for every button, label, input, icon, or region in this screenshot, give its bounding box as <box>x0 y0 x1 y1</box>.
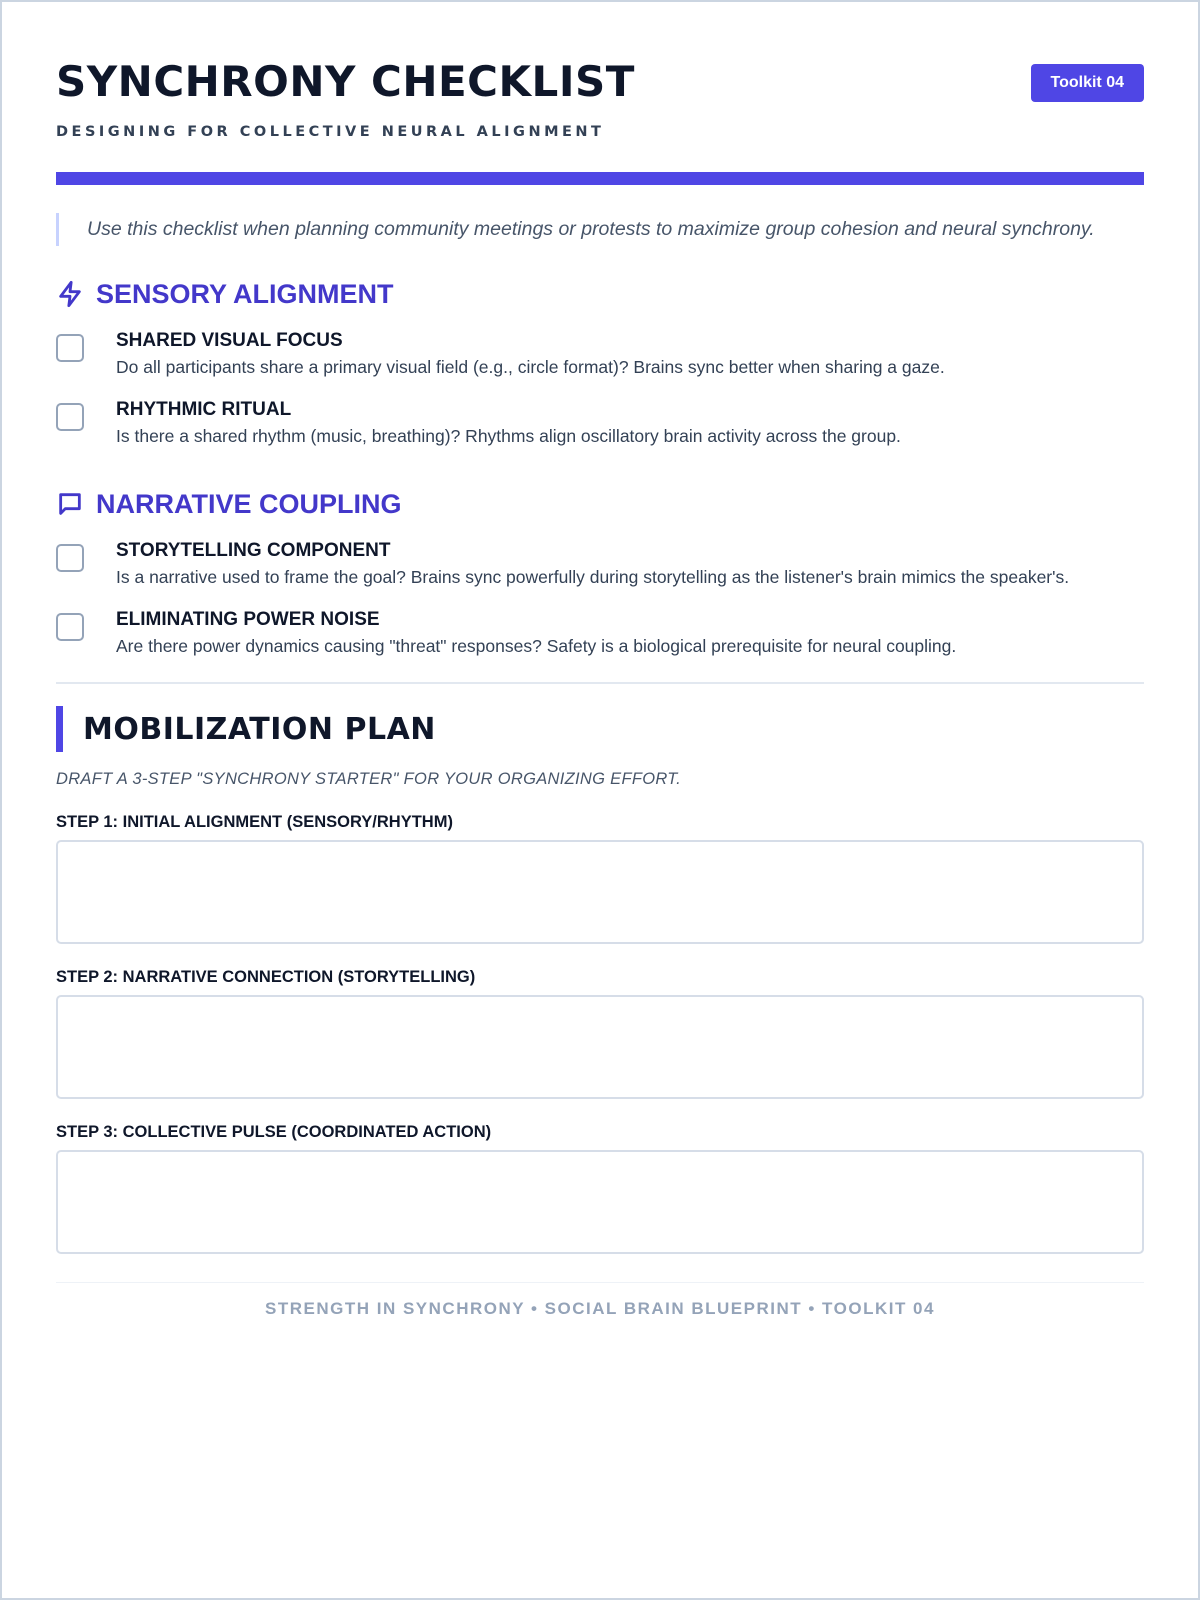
checkbox[interactable] <box>56 544 84 572</box>
checkbox[interactable] <box>56 403 84 431</box>
item-title: STORYTELLING COMPONENT <box>116 540 391 561</box>
footer-text: STRENGTH IN SYNCHRONY • SOCIAL BRAIN BLUEPRINT • TOOLKIT 04 <box>265 1299 935 1318</box>
section-title: SENSORY ALIGNMENT <box>96 278 394 309</box>
mobilization-instructions: DRAFT A 3-STEP "SYNCHRONY STARTER" FOR YOUR ORGANIZING EFFORT. <box>56 770 681 788</box>
speech-bubble-icon <box>56 490 84 518</box>
item-title: ELIMINATING POWER NOISE <box>116 609 380 630</box>
item-description: Are there power dynamics causing "threat" responses? Safety is a biological prerequisite for neural coupling. <box>116 636 957 656</box>
footer-rule <box>56 1282 1144 1283</box>
step-2-label: STEP 2: NARRATIVE CONNECTION (STORYTELLING) <box>56 968 476 986</box>
section-heading-narrative-coupling <box>56 484 1144 524</box>
checklist-item-shared-visual-focus <box>56 328 1144 379</box>
checklist-item-eliminating-power-noise <box>56 607 1144 658</box>
header <box>56 2 1144 140</box>
checklist-item-text <box>116 538 1069 589</box>
toolkit-badge: Toolkit 04 <box>1031 64 1145 102</box>
step-1-input[interactable] <box>56 840 1144 944</box>
item-description: Is a narrative used to frame the goal? Brains sync powerfully during storytelling as the listener's brain mimics the speaker's. <box>116 567 1070 587</box>
mobilization-title: MOBILIZATION PLAN <box>83 711 436 747</box>
item-title: SHARED VISUAL FOCUS <box>116 330 343 351</box>
header-rule <box>56 172 1144 185</box>
checklist-item-text <box>116 397 901 448</box>
checklist-sensory <box>56 328 1144 448</box>
item-description: Do all participants share a primary visual field (e.g., circle format)? Brains sync better when sharing a gaze. <box>116 357 945 377</box>
item-title: RHYTHMIC RITUAL <box>116 399 292 420</box>
intro-note: Use this checklist when planning community meetings or protests to maximize group cohesion and neural synchrony. <box>56 213 1144 246</box>
checkbox[interactable] <box>56 334 84 362</box>
checkbox[interactable] <box>56 613 84 641</box>
step-2-input[interactable] <box>56 995 1144 1099</box>
checklist-item-rhythmic-ritual <box>56 397 1144 448</box>
section-title: NARRATIVE COUPLING <box>96 488 402 519</box>
lightning-icon <box>56 280 84 308</box>
section-heading-sensory-alignment <box>56 274 1144 314</box>
checklist-item-text <box>116 607 956 658</box>
step-1-label: STEP 1: INITIAL ALIGNMENT (SENSORY/RHYTHM) <box>56 813 453 831</box>
step-3-input[interactable] <box>56 1150 1144 1254</box>
section-divider <box>56 682 1144 684</box>
checklist-narrative <box>56 538 1144 658</box>
item-description: Is there a shared rhythm (music, breathing)? Rhythms align oscillatory brain activity across the group. <box>116 426 901 446</box>
page-subtitle: DESIGNING FOR COLLECTIVE NEURAL ALIGNMENT <box>56 124 605 140</box>
step-3-label: STEP 3: COLLECTIVE PULSE (COORDINATED ACTION) <box>56 1123 492 1141</box>
checklist-item-text <box>116 328 945 379</box>
checklist-item-storytelling-component <box>56 538 1144 589</box>
mobilization-heading <box>56 706 1144 752</box>
accent-bar <box>56 706 63 752</box>
page-title: SYNCHRONY CHECKLIST <box>56 57 635 106</box>
